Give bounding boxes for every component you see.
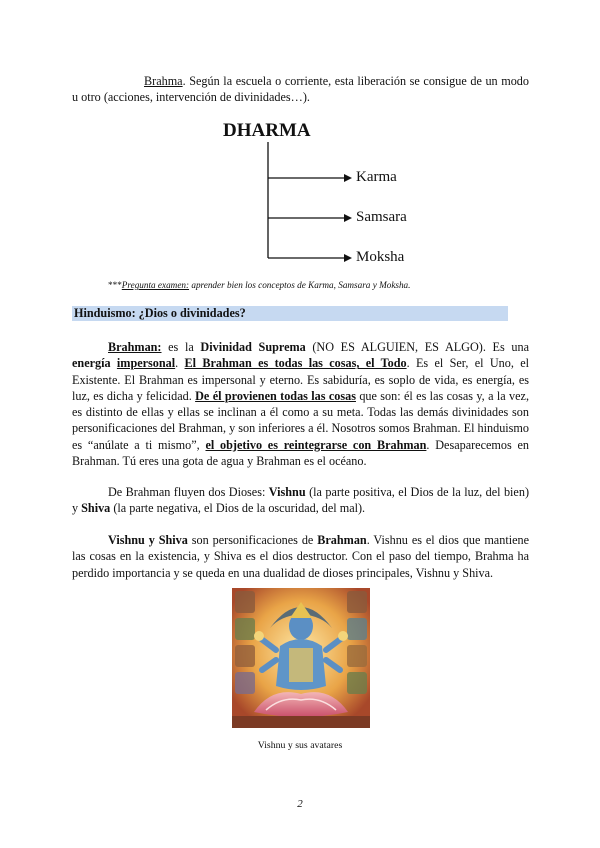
section-heading: Hinduismo: ¿Dios o divinidades?: [74, 306, 246, 320]
text-run: . Vishnu es el dios que mantiene las cosas en la existencia, y Shiva es el dios destructor. Con el paso del tiempo, Brahma ha perdido importancia y se queda en una dualidad de dioses principales, Vishnu y Shiva.: [72, 533, 529, 580]
objetivo-phrase: el objetivo es reintegrarse con Brahman: [205, 437, 427, 452]
vishnu-term: Vishnu: [268, 485, 306, 499]
text-run: son personificaciones de: [187, 533, 318, 547]
text-run: . Desaparecemos en Brahman. Tú eres una gota de agua y Brahman es el océano.: [72, 437, 530, 469]
two-gods-paragraph: [72, 484, 529, 517]
provienen-phrase: De él provienen todas las cosas: [195, 388, 356, 403]
vishnu-shiva-term: Vishnu y Shiva: [108, 533, 188, 547]
brahman-todo-phrase: El Brahman es todas las cosas, el Todo: [184, 356, 407, 371]
diagram-branch-samsara: [268, 209, 407, 225]
text-run: De Brahman fluyen dos Dioses:: [108, 485, 269, 499]
brahman-term: Brahman:: [108, 340, 162, 354]
page-number: 2: [297, 798, 303, 810]
text-run: es la: [161, 340, 201, 354]
dharma-diagram: [220, 118, 430, 268]
text-run: (la parte negativa, el Dios de la oscuridad, del mal).: [110, 501, 366, 516]
impersonal-term: impersonal: [116, 356, 176, 371]
brahma-term: Brahma: [144, 74, 183, 88]
diagram-branch-moksha: [268, 249, 405, 265]
diagram-branch-label: Karma: [356, 169, 397, 185]
text-run: (la parte positiva, el Dios de la luz, del bien) y: [72, 485, 529, 516]
intro-text: . Según la escuela o corriente, esta liberación se consigue de un modo u otro (acciones, intervención de divinidades…).: [72, 74, 529, 105]
intro-paragraph: [72, 73, 529, 106]
diagram-branch-karma: [268, 169, 397, 185]
footnote-stars: ***: [108, 280, 122, 290]
figure-caption: Vishnu y sus avatares: [257, 740, 343, 751]
footnote-text: aprender bien los conceptos de Karma, Samsara y Moksha.: [189, 280, 411, 290]
divinidad-suprema-term: Divinidad Suprema: [200, 340, 306, 354]
vishnu-shiva-paragraph: [72, 532, 529, 581]
brahman-paragraph: [72, 339, 529, 469]
text-run: .: [175, 356, 185, 371]
diagram-branch-label: Moksha: [356, 249, 405, 265]
footnote-exam-label: Pregunta examen:: [121, 280, 190, 290]
energia-term: energía: [72, 356, 111, 371]
text-run: . Es el Ser, el Uno, el Existente. El Brahman es impersonal y eterno. Es sabiduría, es soplo de vida, es energía, es luz, es dicha y felicidad.: [72, 356, 529, 403]
diagram-root-label: DHARMA: [223, 120, 311, 141]
exam-footnote: [108, 279, 410, 291]
text-run: que son: él es las cosas y, a la vez, es distinto de ellas y ellas se inclinan a él como a su meta. Todas las demás divinidades son personificaciones del Brahman, y son inferiores a él. Nosotros somos Brahman. El hinduismo es “anúlate a ti mismo”,: [72, 388, 529, 452]
brahman-term: Brahman: [317, 533, 367, 547]
shiva-term: Shiva: [81, 501, 111, 516]
diagram-branch-label: Samsara: [356, 209, 407, 225]
text-run: (NO ES ALGUIEN, ES ALGO). Es una: [305, 340, 529, 354]
vishnu-avatars-image: [232, 588, 370, 728]
